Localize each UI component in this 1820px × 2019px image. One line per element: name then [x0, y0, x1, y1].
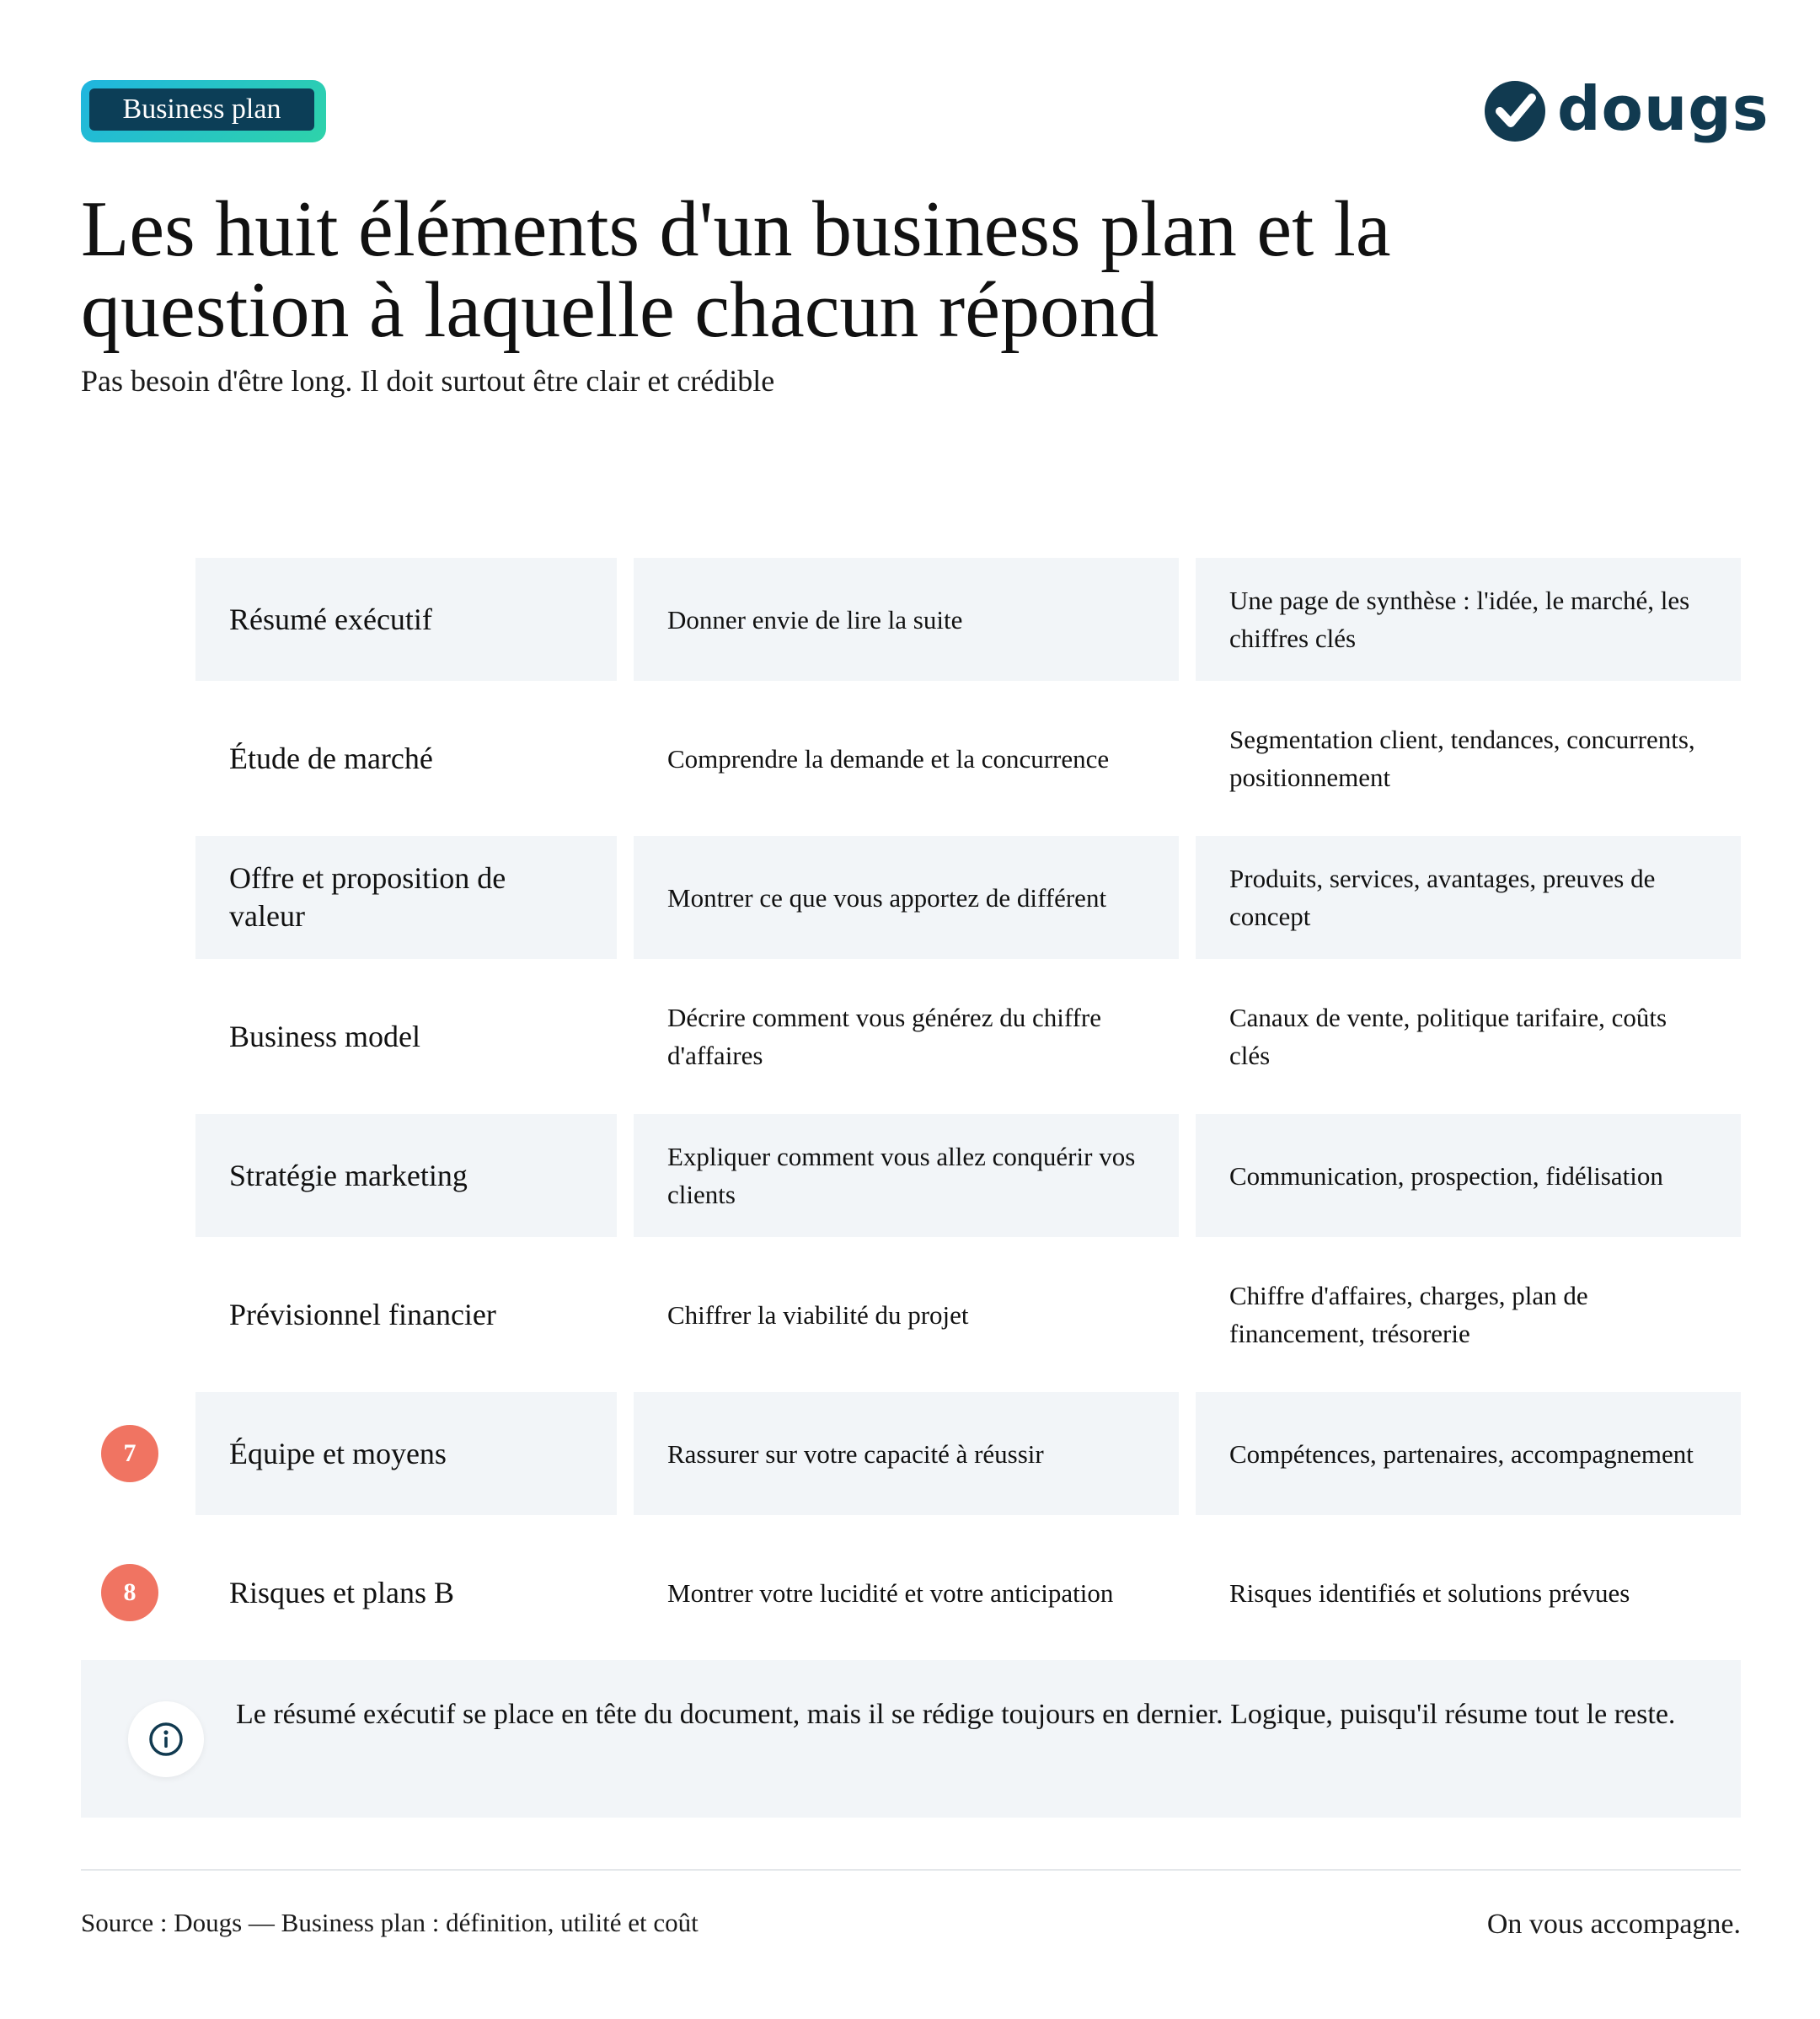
info-icon [128, 1701, 204, 1777]
table-row [0, 558, 1820, 681]
element-name: Étude de marché [229, 741, 433, 775]
source-credit: Source : Dougs — Business plan : définition, utilité et coût [81, 1908, 699, 1937]
elements-table [0, 558, 1820, 1670]
table-row [0, 836, 1820, 959]
info-callout-text: Le résumé exécutif se place en tête du document, mais il se rédige toujours en dernier. Logique, puisqu'il résume tout le reste. [236, 1699, 1676, 1730]
table-row [0, 1253, 1820, 1376]
footer-divider [81, 1869, 1741, 1871]
element-name: Prévisionnel financier [229, 1297, 496, 1331]
element-purpose: Expliquer comment vous allez conquérir vos clients [634, 1114, 1179, 1237]
element-purpose: Décrire comment vous générez du chiffre d'affaires [667, 1003, 1101, 1070]
page-subtitle: Pas besoin d'être long. Il doit surtout être clair et crédible [81, 364, 775, 398]
table-row [0, 1531, 1820, 1654]
check-circle-icon [1483, 79, 1547, 143]
element-purpose: Chiffrer la viabilité du projet [667, 1299, 969, 1330]
element-content: Produits, services, avantages, preuves de concept [1196, 836, 1741, 959]
element-name: Stratégie marketing [195, 1114, 617, 1237]
table-row [0, 1114, 1820, 1237]
category-badge [81, 80, 326, 142]
element-content: Canaux de vente, politique tarifaire, coûts clés [1229, 1003, 1667, 1070]
table-row [0, 975, 1820, 1098]
element-purpose: Comprendre la demande et la concurrence [667, 743, 1110, 774]
element-name: Équipe et moyens [195, 1392, 617, 1515]
table-row [0, 697, 1820, 820]
table-row [0, 1392, 1820, 1515]
element-content: Segmentation client, tendances, concurrents, positionnement [1229, 725, 1695, 792]
element-name: Offre et proposition de valeur [195, 836, 617, 959]
element-content: Une page de synthèse : l'idée, le marché, les chiffres clés [1196, 558, 1741, 681]
element-content: Communication, prospection, fidélisation [1196, 1114, 1741, 1237]
info-callout [81, 1660, 1741, 1818]
element-content: Chiffre d'affaires, charges, plan de financement, trésorerie [1229, 1281, 1588, 1348]
row-number-badge: 7 [101, 1425, 158, 1482]
footer-tagline: On vous accompagne. [1486, 1909, 1741, 1940]
element-purpose: Rassurer sur votre capacité à réussir [634, 1392, 1179, 1515]
info-icon-glyph [147, 1721, 185, 1758]
page-title: Les huit éléments d'un business plan et la question à laquelle chacun répond [81, 185, 1391, 354]
element-name: Résumé exécutif [195, 558, 617, 681]
dougs-logo [1483, 73, 1769, 144]
logo-text: dougs [1557, 73, 1769, 144]
element-name: Risques et plans B [229, 1575, 454, 1609]
element-purpose: Montrer votre lucidité et votre anticipation [667, 1577, 1114, 1608]
category-badge-label: Business plan [89, 88, 314, 131]
element-name: Business model [229, 1019, 421, 1053]
element-purpose: Montrer ce que vous apportez de différent [634, 836, 1179, 959]
element-content: Risques identifiés et solutions prévues [1229, 1577, 1630, 1608]
element-purpose: Donner envie de lire la suite [634, 558, 1179, 681]
element-content: Compétences, partenaires, accompagnement [1196, 1392, 1741, 1515]
row-number-badge: 8 [101, 1564, 158, 1621]
